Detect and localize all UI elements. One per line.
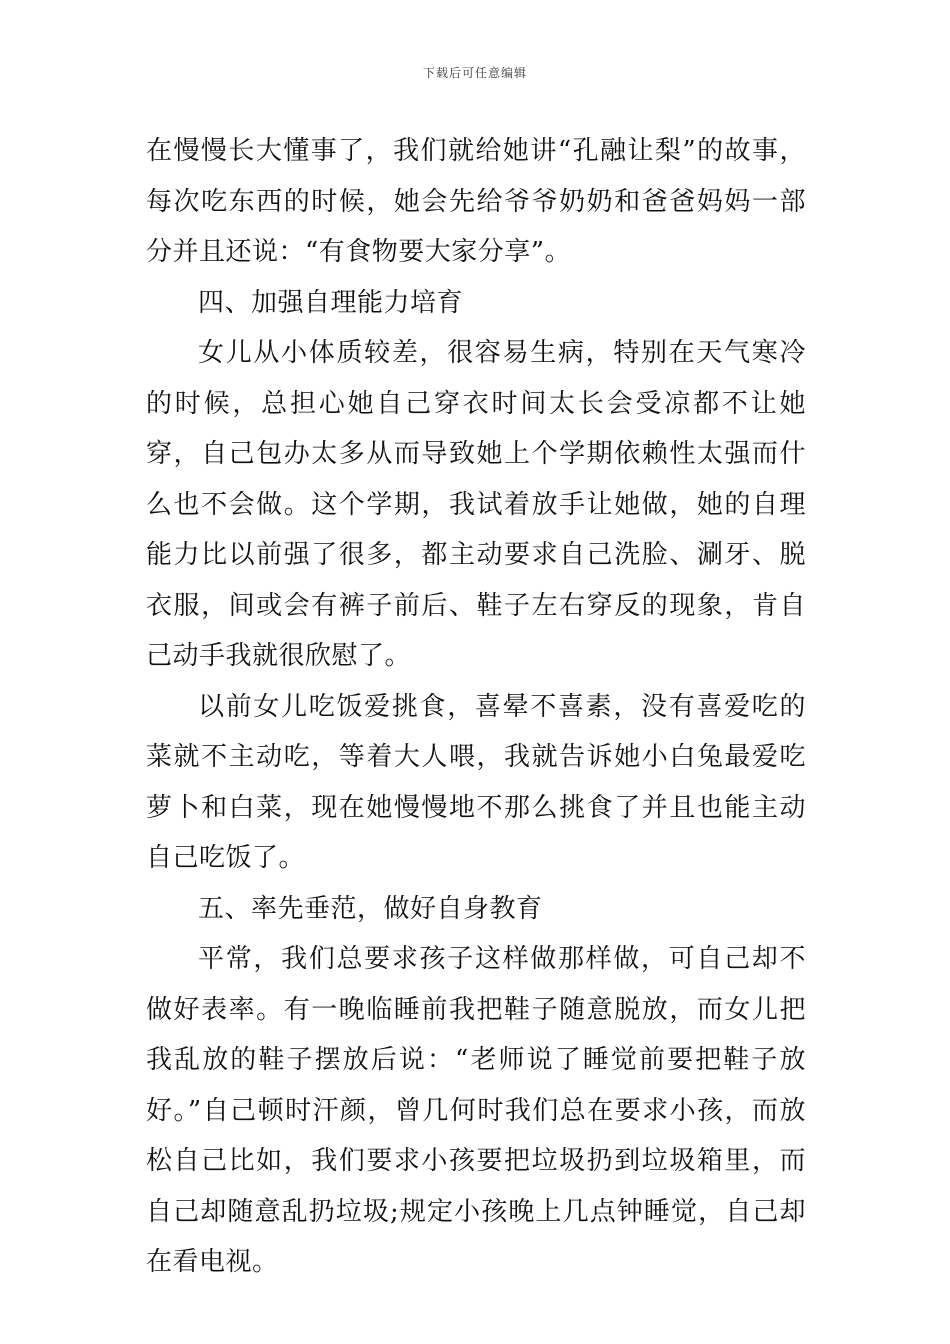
paragraph-role-model: 平常，我们总要求孩子这样做那样做，可自己却不做好表率。有一晚临睡前我把鞋子随意脱放，而女儿把我乱放的鞋子摆放后说：“老师说了睡觉前要把鞋子放好。”自己顿时汗颜，曾几何时我们总在要求小孩，而放松自己比如，我们要求小孩要把垃圾扔到垃圾箱里，而自己却随意乱扔垃圾;规定小孩晚上几点钟睡觉，自己却在看电视。 [146,944,806,1277]
paragraph-picky-eating: 以前女儿吃饭爱挑食，喜晕不喜素，没有喜爱吃的菜就不主动吃，等着大人喂，我就告诉她小白兔最爱吃萝卜和白菜，现在她慢慢地不那么挑食了并且也能主动自己吃饭了。 [146,691,806,873]
paragraph-continuation: 在慢慢长大懂事了，我们就给她讲“孔融让梨”的故事，每次吃东西的时候，她会先给爷爷奶奶和爸爸妈妈一部分并且还说：“有食物要大家分享”。 [146,136,806,267]
section-heading-four: 四、加强自理能力培育 [198,287,464,318]
document-body [146,126,806,1288]
section-heading-five: 五、率先垂范，做好自身教育 [198,893,543,924]
paragraph-self-care: 女儿从小体质较差，很容易生病，特别在天气寒冷的时候，总担心她自己穿衣时间太长会受凉都不让她穿，自己包办太多从而导致她上个学期依赖性太强而什么也不会做。这个学期，我试着放手让她做，她的自理能力比以前强了很多，都主动要求自己洗脸、涮牙、脱衣服，间或会有裤子前后、鞋子左右穿反的现象，肯自己动手我就很欣慰了。 [146,338,806,671]
page-header: 下载后可任意编辑 [422,66,527,80]
